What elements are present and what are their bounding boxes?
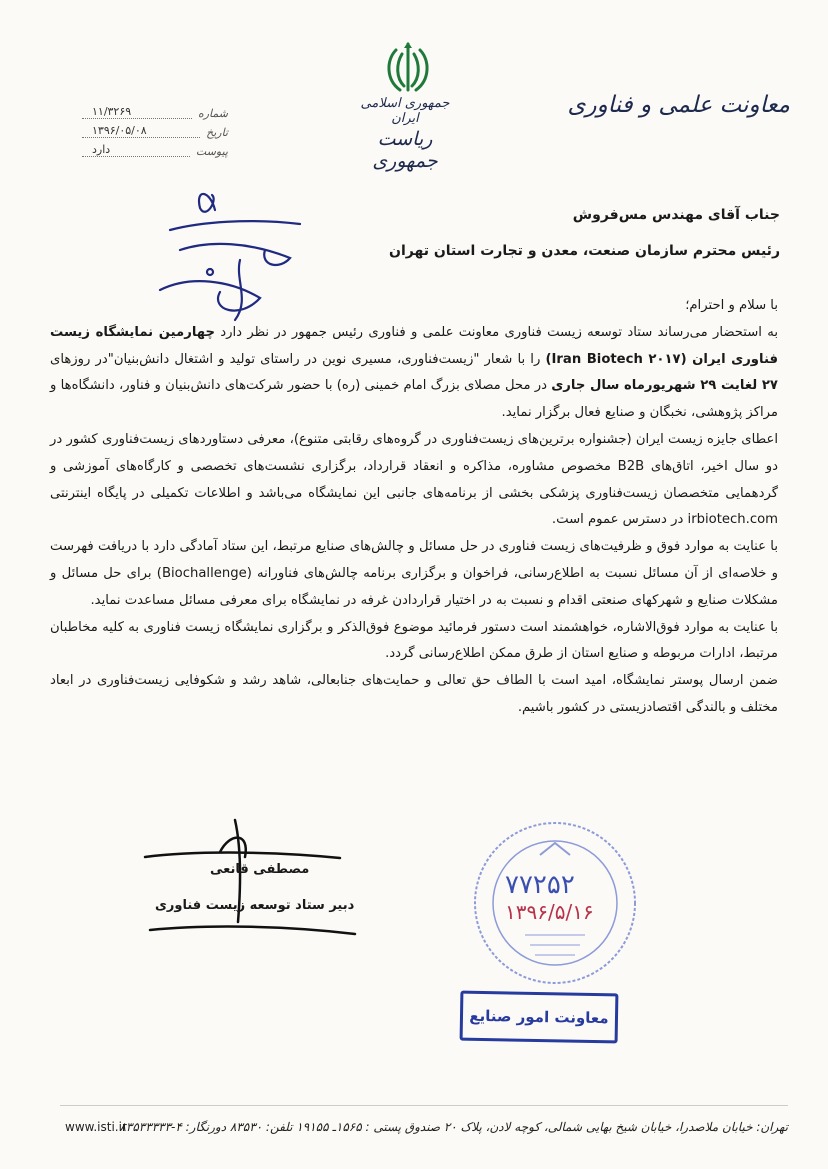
paragraph-1: به استحضار می‌رساند ستاد توسعه زیست فناوری معاونت علمی و فناوری رئیس جمهور در نظر دارد چهارمین نمایشگاه زیست فناوری ایران (Iran Biotech ۲۰۱۷) را با شعار "زیست‌فناوری، مسیری نوین در راستای تولید و اشتغال دانش‌بنیان"در روزهای ۲۷ لغایت ۲۹ شهریورماه سال جاری در محل مصلای بزرگ امام خمینی (ره) با حضور شرکت‌های دانش‌بنیان و فناور، دانشگاه‌ها و مراکز پژوهشی، نخبگان و صنایع فعال برگزار نماید. — [50, 324, 778, 421]
department-stamp: معاونت امور صنایع — [460, 991, 619, 1044]
footer-website: www.isti.ir — [65, 1120, 127, 1134]
iran-emblem-icon — [382, 40, 434, 96]
gov-line-2: ریاست جمهوری — [372, 128, 438, 172]
signer-name: مصطفی قانعی — [210, 862, 310, 877]
number-label: شماره — [197, 107, 228, 120]
letter-body — [50, 293, 778, 722]
paragraph-4: با عنایت به موارد فوق‌الاشاره، خواهشمند است دستور فرمائید موضوع فوق‌الذکر و برگزاری نمایشگاه زیست فناوری به کلیه مخاطبان مرتبط، ادارات مربوطه و صنایع استان از طرق ممکن اطلاع‌رسانی گردد. — [50, 619, 778, 662]
letter-meta — [78, 104, 228, 161]
attachment-value: دارد — [92, 143, 111, 156]
addressee-title: رئیس محترم سازمان صنعت، معدن و تجارت استان تهران — [389, 243, 780, 259]
signer-title: دبیر ستاد توسعه زیست فناوری — [155, 898, 355, 913]
meta-number-row — [78, 104, 228, 123]
date-value: ۱۳۹۶/۰۵/۰۸ — [92, 124, 147, 137]
signature-scrawl — [140, 812, 360, 942]
number-value: ۱۱/۳۲۶۹ — [92, 105, 132, 118]
deputy-title: معاونت علمی و فناوری — [567, 92, 790, 118]
footer-address: تهران: خیابان ملاصدرا، خیابان شیخ بهایی شمالی، کوچه لادن، پلاک ۲۰ صندوق پستی : ۱۵۶۵ـ ۱۹۱۵۵ تلفن: ۸۳۵۳۰ دورنگار: ۴-۸۳۵۳۳۳۳۳ — [119, 1120, 788, 1134]
meta-date-row — [78, 123, 228, 142]
gov-line-1: جمهوری اسلامی ایران — [360, 96, 450, 126]
date-label: تاریخ — [206, 126, 228, 139]
paragraph-2: اعطای جایزه زیست ایران (جشنواره برترین‌های زیست‌فناوری در گروه‌های رقابتی متنوع)، معرفی دستاوردهای زیست‌فناوری کشور در دو سال اخیر، اتاق‌های B2B مخصوص مشاوره، مذاکره و انعقاد قرارداد، برگزاری نشست‌های تخصصی و کارگاه‌های آموزشی و گردهمایی متخصصان زیست‌فناوری پزشکی بخشی از برنامه‌های جانبی این نمایشگاه می‌باشد و اطلاعات تکمیلی در پایگاه اینترنتی irbiotech.com در دسترس عموم است. — [50, 431, 778, 528]
addressee-name: جناب آقای مهندس مس‌فروش — [572, 207, 780, 223]
stamp-date: ۱۳۹۶/۵/۱۶ — [505, 900, 594, 924]
attachment-label: پیوست — [195, 145, 228, 158]
paragraph-3: با عنایت به موارد فوق و ظرفیت‌های زیست فناوری در حل مسائل و چالش‌های صنایع مرتبط، این ستاد آمادگی دارد با دریافت فهرست و خلاصه‌ای از آن مسائل نسبت به اطلاع‌رسانی، فراخوان و برگزاری برنامه چالش‌های فناورانه (Biochallenge) برای حل مسائل و مشکلات صنایع و شهرکهای صنعتی اقدام و نسبت به در اختیار قراردادن غرفه در نمایشگاه برای معرفی مسائل مساعدت نماید. — [50, 539, 778, 608]
paragraph-5: ضمن ارسال پوستر نمایشگاه، امید است با الطاف حق تعالی و حمایت‌های جنابعالی، شاهد رشد و شکوفایی زیست‌فناوری در ابعاد مختلف و بالندگی اقتصادزیستی در کشور باشیم. — [50, 673, 778, 715]
footer-divider — [60, 1105, 788, 1106]
stamp-number: ۷۷۲۵۲ — [505, 870, 575, 900]
greeting: با سلام و احترام؛ — [685, 298, 778, 313]
meta-attachment-row — [78, 142, 228, 161]
